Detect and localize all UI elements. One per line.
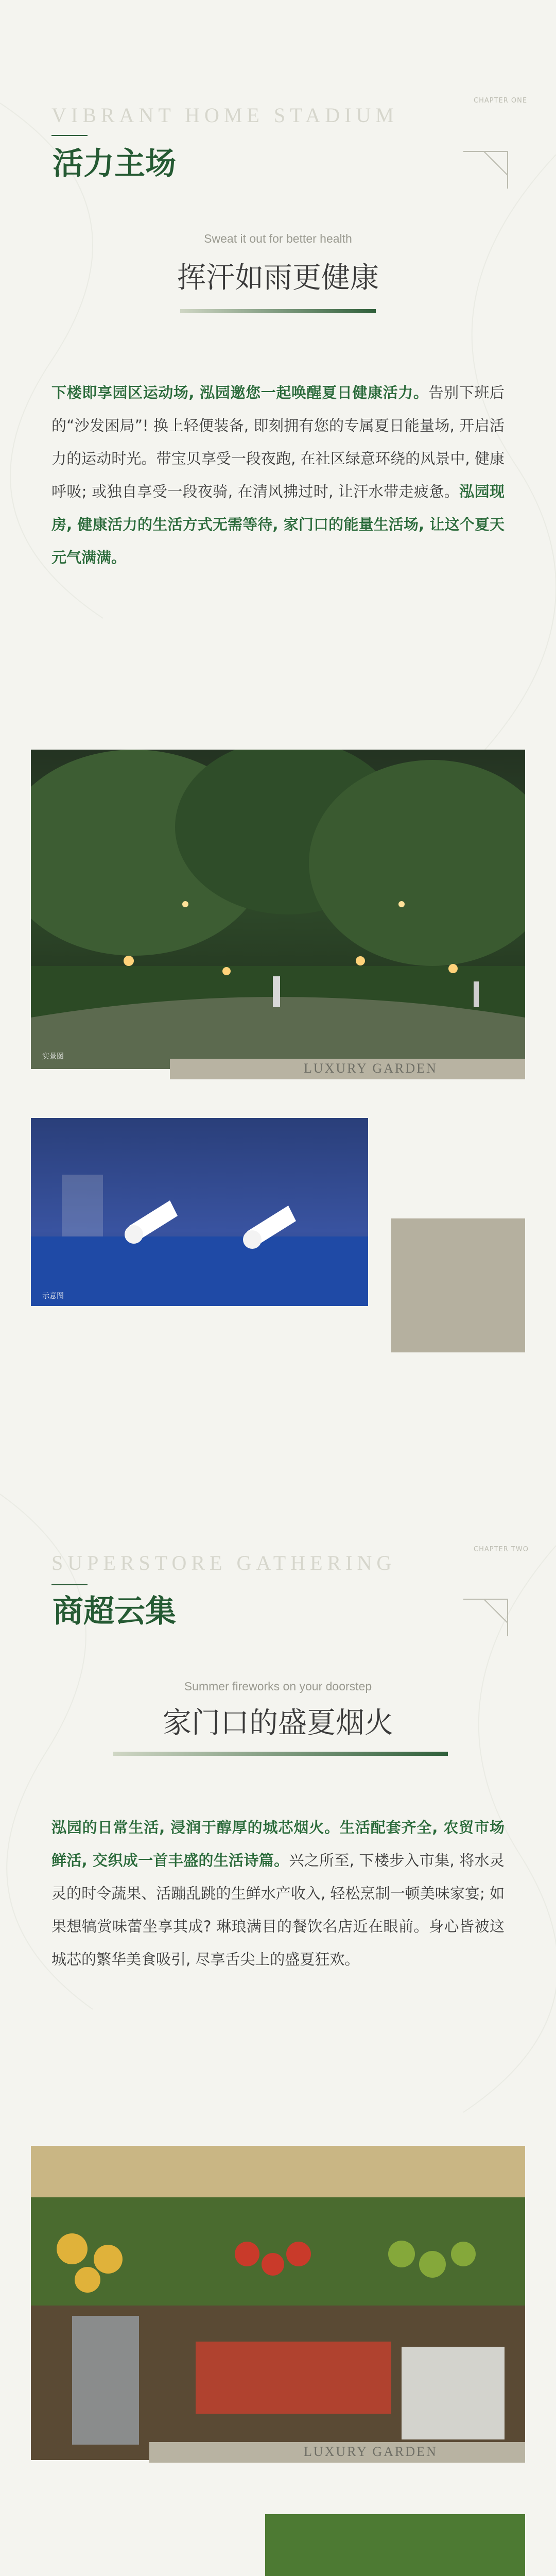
night-park-photo	[31, 750, 525, 1069]
corner-arrow-icon	[463, 1597, 510, 1638]
para1-sentence-3: 泓园现房, 健康活力的生活方式无需等待, 家门口的能量生活场, 让这个夏天元气满满。	[51, 483, 505, 566]
supermarket-photo	[31, 2146, 525, 2460]
section2-paragraph	[51, 1811, 505, 1976]
corner-arrow-icon	[463, 149, 510, 191]
vegetables-illustration	[265, 2514, 525, 2576]
section2-subtitle-underline	[113, 1752, 448, 1756]
section2-subtitle-en: Summer fireworks on your doorstep	[184, 1680, 372, 1693]
supermarket-illustration	[31, 2146, 525, 2460]
section1-title: 活力主场	[53, 146, 176, 182]
photo3-luxury-garden: LUXURY GARDEN	[304, 2444, 438, 2459]
vegetables-photo	[265, 2514, 525, 2576]
photo1-luxury-garden: LUXURY GARDEN	[304, 1061, 438, 1076]
section2-subtitle-cn: 家门口的盛夏烟火	[163, 1706, 393, 1740]
section2-english-title: SUPERSTORE GATHERING	[51, 1551, 396, 1574]
badminton-illustration	[31, 1118, 368, 1306]
section2-divider	[51, 1584, 88, 1585]
section1-divider	[51, 135, 88, 136]
section1-subtitle-en: Sweat it out for better health	[204, 232, 352, 245]
photo1-caption: 实景图	[42, 1053, 64, 1061]
photo2-caption: 示意图	[42, 1292, 64, 1300]
photo2-decor-block	[391, 1218, 525, 1352]
section1-english-title: VIBRANT HOME STADIUM	[51, 104, 398, 127]
section1-subtitle-cn: 挥汗如雨更健康	[177, 261, 379, 295]
section2-chapter-label: CHAPTER TWO	[474, 1546, 529, 1553]
para2-sentence-1: 泓园的日常生活, 浸润于醇厚的城芯烟火。生活配套齐全, 农贸市场鲜活, 交织成一首丰盛的生活诗篇。	[51, 1819, 505, 1869]
badminton-photo	[31, 1118, 368, 1306]
section1-subtitle-underline	[180, 309, 376, 313]
para1-sentence-1: 下楼即享园区运动场, 泓园邀您一起唤醒夏日健康活力。	[51, 384, 429, 401]
section1-paragraph	[51, 376, 505, 574]
section2-title: 商超云集	[53, 1594, 176, 1630]
para1-sentence-2: 告别下班后的“沙发困局”! 换上轻便装备, 即刻拥有您的专属夏日能量场, 开启活力的运动时光。带宝贝享受一段夜跑, 在社区绿意环绕的风景中, 健康呼吸; 或独自享受一段夜骑, 在清风拂过时, 让汗水带走疲惫。	[51, 384, 505, 500]
section1-chapter-label: CHAPTER ONE	[474, 97, 528, 105]
night-park-illustration	[31, 750, 525, 1069]
para2-sentence-2: 兴之所至, 下楼步入市集, 将水灵灵的时令蔬果、活蹦乱跳的生鲜水产收入, 轻松烹制一顿美味家宴; 如果想犒赏味蕾坐享其成? 琳琅满目的餐饮名店近在眼前。身心皆被这城芯的繁华美食吸引, 尽享舌尖上的盛夏狂欢。	[51, 1852, 505, 1968]
